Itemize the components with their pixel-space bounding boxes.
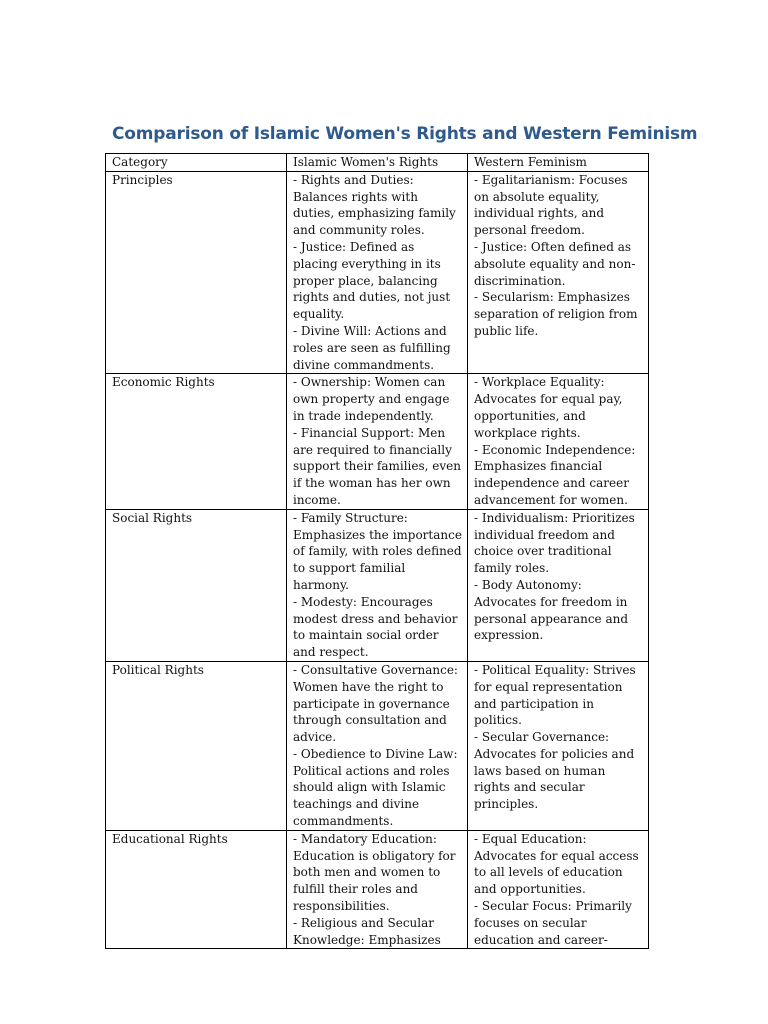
cell-islamic-educational-wrap — [287, 830, 468, 948]
cell-western-economic: - Workplace Equality: Advocates for equal pay, opportunities, and workplace rights. - Economic Independence: Emphasizes financial independence and career advancement for women. — [468, 374, 649, 509]
table-row — [106, 509, 649, 661]
table-row — [106, 830, 649, 948]
cell-islamic-political: - Consultative Governance: Women have the right to participate in governance through consultation and advice. - Obedience to Divine Law: Political actions and roles should align with Islamic teachings and divine commandments. — [287, 661, 468, 830]
cell-islamic-social: - Family Structure: Emphasizes the importance of family, with roles defined to support familial harmony. - Modesty: Encourages modest dress and behavior to maintain social order and respect. — [287, 509, 468, 661]
header-category: Category — [106, 154, 287, 172]
row-category-principles: Principles — [106, 171, 287, 374]
cell-islamic-economic: - Ownership: Women can own property and engage in trade independently. - Financial Support: Men are required to financially support their families, even if the woman has her own income. — [287, 374, 468, 509]
comparison-table — [105, 153, 649, 949]
table-row — [106, 661, 649, 830]
row-category-economic: Economic Rights — [106, 374, 287, 509]
row-category-political: Political Rights — [106, 661, 287, 830]
cell-western-principles: - Egalitarianism: Focuses on absolute equality, individual rights, and personal freedom. - Justice: Often defined as absolute equality and non-discrimination. - Secularism: Emphasizes separation of religion from public life. — [468, 171, 649, 374]
row-category-educational — [106, 830, 287, 948]
table-row — [106, 374, 649, 509]
cell-western-educational: - Equal Education: Advocates for equal access to all levels of education and opportunities. - Secular Focus: Primarily focuses on secular education and career- — [474, 831, 639, 947]
cell-western-political: - Political Equality: Strives for equal representation and participation in politics. - Secular Governance: Advocates for policies and laws based on human rights and secular principles. — [468, 661, 649, 830]
header-islamic: Islamic Women's Rights — [287, 154, 468, 172]
row-category-social: Social Rights — [106, 509, 287, 661]
cell-clip: Educational Rights — [112, 831, 228, 846]
cell-western-social: - Individualism: Prioritizes individual freedom and choice over traditional family roles. - Body Autonomy: Advocates for freedom in personal appearance and expression. — [468, 509, 649, 661]
document-title: Comparison of Islamic Women's Rights and Western Feminism — [112, 124, 698, 144]
table-row — [106, 171, 649, 374]
header-western: Western Feminism — [468, 154, 649, 172]
cell-western-educational-wrap — [468, 830, 649, 948]
cell-islamic-educational: - Mandatory Education: Education is obligatory for both men and women to fulfill their roles and responsibilities. - Religious and Secular Knowledge: Emphasizes — [293, 831, 456, 947]
cell-islamic-principles: - Rights and Duties: Balances rights with duties, emphasizing family and community roles. - Justice: Defined as placing everything in its proper place, balancing rights and duties, not just equality. - Divine Will: Actions and roles are seen as fulfilling divine commandments. — [287, 171, 468, 374]
table-header-row — [106, 154, 649, 172]
